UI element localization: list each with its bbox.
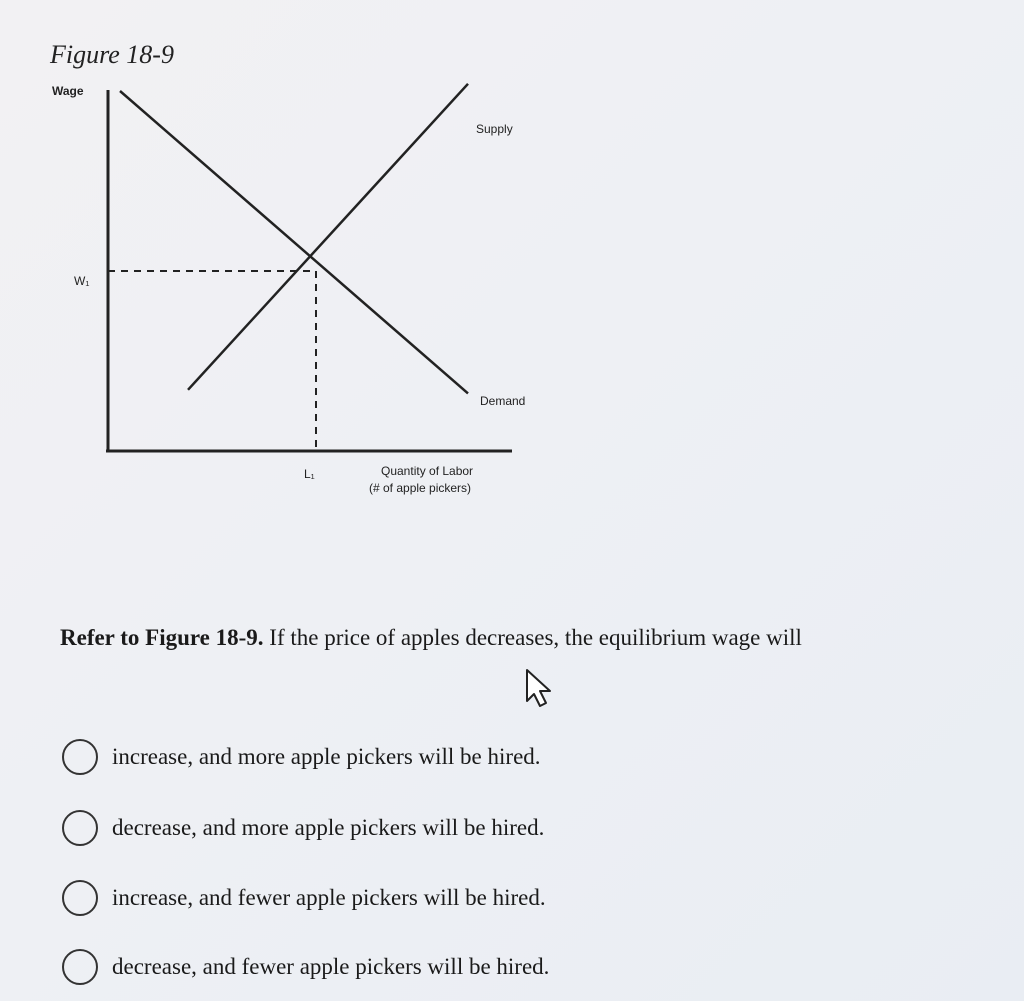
- y-tick-w1: W₁: [74, 274, 90, 288]
- question-lead: Refer to Figure 18-9.: [60, 625, 264, 650]
- x-axis-sublabel: (# of apple pickers): [369, 481, 472, 495]
- y-axis-label: Wage: [52, 84, 84, 98]
- demand-curve: [120, 91, 468, 393]
- supply-label: Supply: [476, 122, 513, 136]
- x-tick-l1: L₁: [304, 467, 315, 481]
- radio-button[interactable]: [62, 739, 98, 775]
- option-label: decrease, and more apple pickers will be hired.: [112, 815, 545, 840]
- question-text: [60, 625, 802, 651]
- demand-label: Demand: [480, 394, 526, 408]
- question-body: If the price of apples decreases, the equilibrium wage will: [269, 625, 802, 650]
- option-label: increase, and more apple pickers will be hired.: [112, 744, 541, 769]
- answer-option-1[interactable]: [62, 735, 541, 779]
- mouse-cursor-icon: [523, 667, 557, 709]
- figure-title: Figure 18-9: [50, 40, 174, 69]
- option-label: increase, and fewer apple pickers will be hired.: [112, 885, 546, 910]
- supply-curve: [188, 84, 468, 390]
- answer-option-2[interactable]: [62, 806, 544, 850]
- answer-option-4[interactable]: [62, 945, 549, 989]
- radio-button[interactable]: [62, 949, 98, 985]
- radio-button[interactable]: [62, 810, 98, 846]
- option-label: decrease, and fewer apple pickers will be hired.: [112, 954, 550, 979]
- x-axis-label: Quantity of Labor: [381, 464, 474, 478]
- answer-option-3[interactable]: [62, 876, 546, 920]
- radio-button[interactable]: [62, 880, 98, 916]
